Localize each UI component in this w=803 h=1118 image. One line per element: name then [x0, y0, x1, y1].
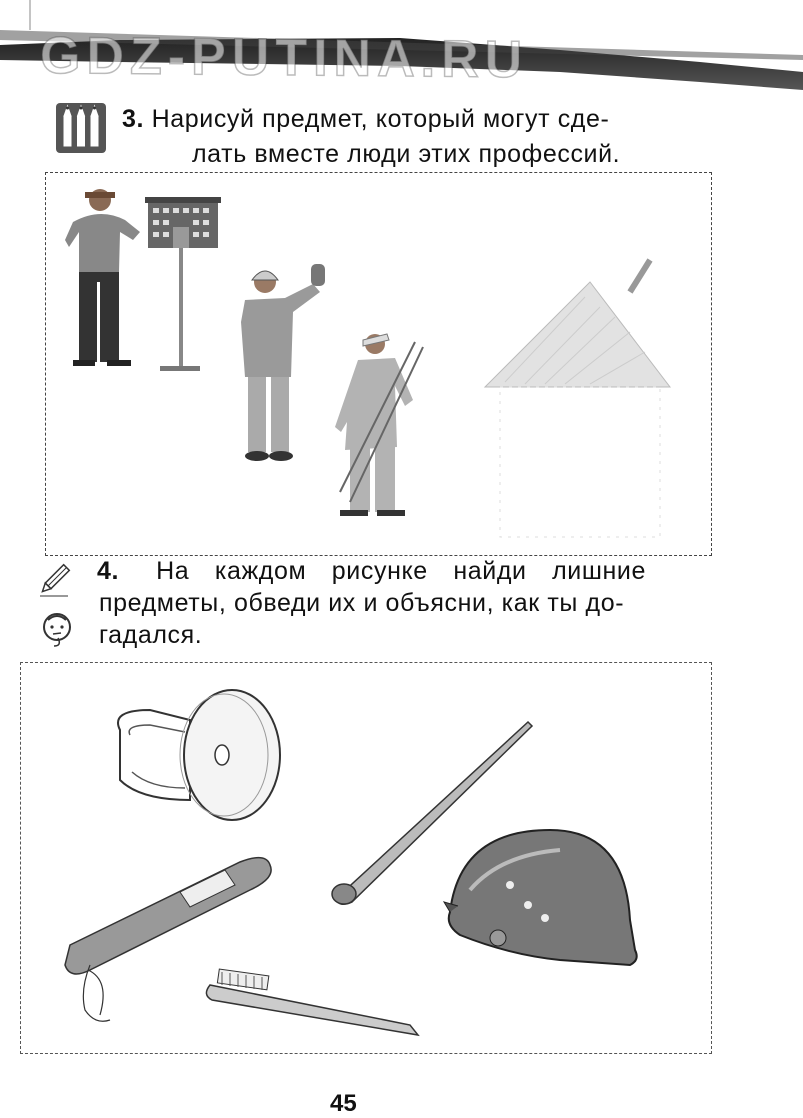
- house-sketch: [485, 260, 670, 537]
- task-4-line-3: гадался.: [99, 621, 203, 649]
- pencil-icon: [38, 556, 78, 598]
- hard-hat: [444, 830, 637, 965]
- task-4-illustration: [40, 680, 700, 1050]
- thinking-face-icon: [40, 610, 74, 648]
- toothbrush: [206, 969, 418, 1035]
- task-4-line-2: предметы, обведи их и объясни, как ты до-: [99, 589, 625, 617]
- head-mirror: [118, 690, 280, 820]
- task-4-line-1: На каждом рисунке найди лишние: [156, 557, 646, 585]
- painter-figure: [335, 334, 423, 516]
- task-3-number: 3.: [122, 105, 145, 133]
- task-4-number: 4.: [97, 557, 120, 585]
- task-3-line-1: Нарисуй предмет, который могут сде-: [151, 105, 610, 133]
- watermark: GDZ-PUTINA.RU: [40, 26, 529, 90]
- building-model: [145, 197, 221, 371]
- builder-figure: [241, 264, 325, 461]
- architect-figure: [65, 189, 140, 366]
- page-number: 45: [330, 1090, 357, 1117]
- task-3-line-2: лать вместе люди этих профессий.: [192, 140, 621, 168]
- pencils-icon: [55, 102, 107, 154]
- task-3-illustration: [45, 172, 725, 552]
